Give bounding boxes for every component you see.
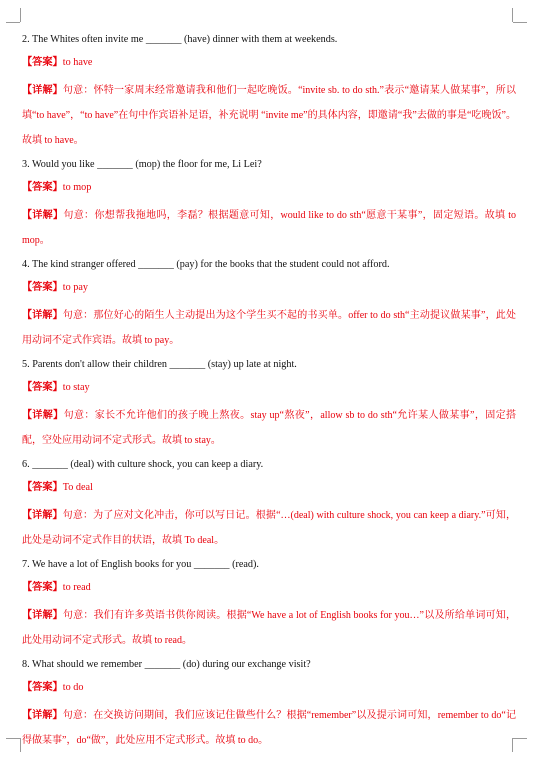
explanation-tag: 【详解】 [22,710,63,721]
exercise-list [22,32,516,757]
answer-tag: 【答案】 [22,682,63,693]
explanation-text: 句意：家长不允许他们的孩子晚上熬夜。stay up“熬夜”，allow sb to do sth“允许某人做某事”，固定搭配，空处应用动词不定式形式。故填 to stay。 [22,410,517,446]
answer-tag: 【答案】 [22,482,63,493]
answer-text: to stay [62,382,90,393]
crop-mark-bottom-left-v [20,738,21,752]
exercise-item [22,357,516,453]
answer-text: to pay [62,282,88,293]
answer-tag: 【答案】 [22,57,63,68]
crop-mark-top-left-v [20,8,21,22]
explanation-line [22,303,516,353]
exercise-item [22,32,516,153]
answer-line [22,380,516,395]
exercise-item [22,557,516,653]
answer-line [22,680,516,695]
question-text: 6. _______ (deal) with culture shock, you can keep a diary. [22,459,264,470]
explanation-text: 句意：我们有许多英语书供你阅读。根据“We have a lot of English books for you…”以及所给单词可知，此处用动词不定式形式。故填 to read。 [22,610,517,646]
explanation-tag: 【详解】 [22,610,63,621]
explanation-line [22,78,516,153]
exercise-item [22,657,516,753]
question-text: 8. What should we remember _______ (do) during our exchange visit? [22,659,311,670]
explanation-text: 句意：那位好心的陌生人主动提出为这个学生买不起的书买单。offer to do sth“主动提议做某事”，此处用动词不定式作宾语。故填 to pay。 [22,310,517,346]
answer-text: to read [62,582,91,593]
explanation-text: 句意：为了应对文化冲击，你可以写日记。根据“…(deal) with culture shock, you can keep a diary.”可知，此处是动词不定式作目的状语，故填 To deal。 [22,510,517,546]
explanation-tag: 【详解】 [22,85,63,96]
answer-line [22,55,516,70]
exercise-item [22,157,516,253]
question-text: 5. Parents don't allow their children _______ (stay) up late at night. [22,359,297,370]
answer-text: to do [62,682,84,693]
answer-line [22,580,516,595]
explanation-line [22,403,516,453]
explanation-line [22,503,516,553]
explanation-tag: 【详解】 [22,510,63,521]
crop-mark-top-left-h [6,22,20,23]
answer-tag: 【答案】 [22,582,63,593]
explanation-line [22,203,516,253]
answer-text: To deal [62,482,93,493]
explanation-tag: 【详解】 [22,410,64,421]
question-text: 3. Would you like _______ (mop) the floor for me, Li Lei? [22,159,262,170]
question-text: 7. We have a lot of English books for you _______ (read). [22,559,259,570]
answer-tag: 【答案】 [22,182,63,193]
explanation-tag: 【详解】 [22,310,63,321]
explanation-text: 句意：在交换访问期间，我们应该记住做些什么？根据“remember”以及提示词可知，remember to do“记得做某事”，do“做”，此处应用不定式形式。故填 to do。 [22,710,516,746]
question-text: 4. The kind stranger offered _______ (pay) for the books that the student could not afford. [22,259,390,270]
question-text: 2. The Whites often invite me _______ (have) dinner with them at weekends. [22,34,338,45]
explanation-text: 句意：你想帮我拖地吗，李磊？根据题意可知，would like to do sth“愿意干某事”，固定短语。故填 to mop。 [22,210,516,246]
explanation-line [22,703,516,753]
crop-mark-top-right-h [513,22,527,23]
crop-mark-bottom-left-h [6,738,20,739]
exercise-item [22,257,516,353]
answer-text: to mop [62,182,92,193]
answer-line [22,280,516,295]
explanation-line [22,603,516,653]
explanation-tag: 【详解】 [22,210,64,221]
answer-line [22,180,516,195]
answer-text: to have [62,57,93,68]
answer-line [22,480,516,495]
explanation-text: 句意：怀特一家周末经常邀请我和他们一起吃晚饭。“invite sb. to do sth.”表示“邀请某人做某事”，所以填“to have”，“to have”在句中作宾语补足语，补充说明 “invite me”的具体内容，即邀请“我”去做的事是“吃晚饭”。故填 to have。 [22,85,516,146]
crop-mark-top-right-v [512,8,513,22]
answer-tag: 【答案】 [22,382,63,393]
answer-tag: 【答案】 [22,282,63,293]
exercise-item [22,457,516,553]
